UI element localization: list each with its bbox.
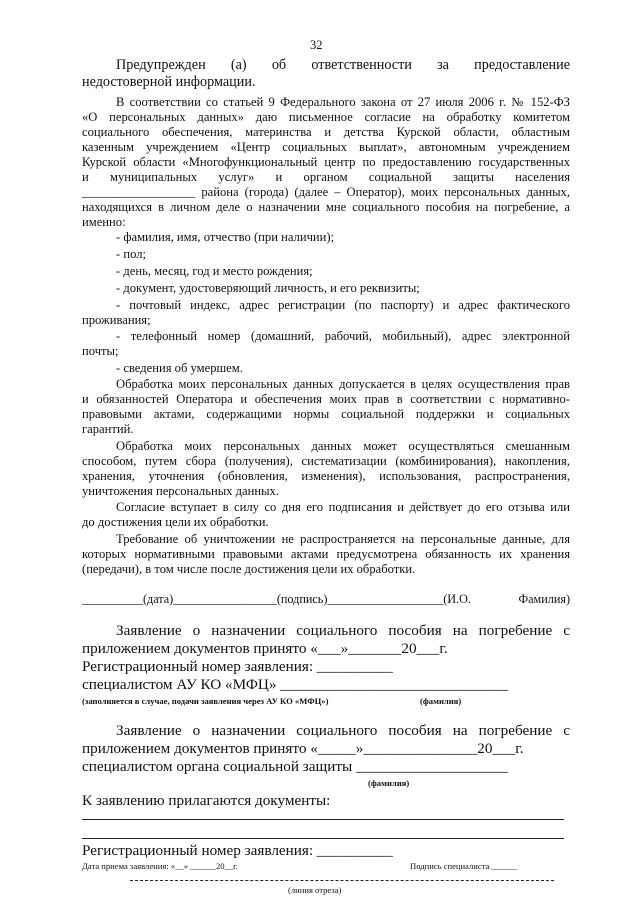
warning-line-1: Предупрежден (а) об ответственности за предоставление (116, 57, 570, 73)
cut-line (130, 880, 554, 881)
consent-line: Курской области «Многофункциональный центр по предоставлению государственных (82, 155, 570, 169)
cut-line-label: (линия отреза) (288, 885, 342, 895)
processing-line: и обязанностей Оператора и обеспечения моих прав в соответствии с нормативно- (82, 392, 570, 406)
destruction-line: которых нормативными правовыми актами предусмотрена обязанность их хранения (82, 547, 570, 561)
methods-line: способом, путем сбора (получения), систематизации (комбинирования), накопления, (82, 454, 570, 468)
list-item: - документ, удостоверяющий личность, и его реквизиты; (116, 281, 420, 295)
list-item: - телефонный номер (домашний, рабочий, мобильный), адрес электронной (116, 329, 570, 343)
specialist-signature: Подпись специалиста ______ (410, 861, 518, 871)
methods-line: Обработка моих персональных данных может осуществляться смешанным (116, 439, 570, 453)
consent-line: именно: (82, 215, 126, 229)
mfc-registration-number: Регистрационный номер заявления: __________ (82, 658, 393, 675)
list-item: - сведения об умершем. (116, 361, 243, 375)
attached-documents-title: К заявлению прилагаются документы: (82, 792, 331, 809)
list-item: почты; (82, 344, 119, 358)
social-statement-line: Заявление о назначении социального пособия на погребение с (116, 722, 570, 739)
destruction-line: (передачи), в том числе после достижения цели их обработки. (82, 562, 416, 576)
consent-line: и муниципальных услуг» и органом социальной защиты населения (82, 170, 570, 184)
warning-line-2: недостоверной информации. (82, 74, 256, 90)
receipt-date: Дата приема заявления: «__» ______20__г. (82, 861, 238, 871)
processing-line: правовыми актами, содержащими нормы социальной поддержки и социальных (82, 407, 570, 421)
validity-line: до достижения цели их обработки. (82, 515, 269, 529)
mfc-statement-line: Заявление о назначении социального пособия на погребение с (116, 622, 570, 639)
consent-line: __________________ района (города) (далее – Оператор), моих персональных данных, (82, 185, 570, 199)
page-number: 32 (310, 38, 323, 52)
social-surname-caption: (фамилия) (368, 778, 410, 788)
blank-line (82, 819, 564, 820)
consent-line: В соответствии со статьей 9 Федерального закона от 27 июля 2006 г. № 152-ФЗ (116, 95, 570, 109)
mfc-specialist-line: специалистом АУ КО «МФЦ» ______________________________ (82, 676, 509, 693)
processing-line: гарантий. (82, 422, 134, 436)
validity-line: Согласие вступает в силу со дня его подписания и действует до его отзыва или (116, 500, 570, 514)
list-item: проживания; (82, 313, 151, 327)
list-item: - почтовый индекс, адрес регистрации (по паспорту) и адрес фактического (116, 298, 570, 312)
social-statement-line: приложением документов принято «_____»_______________20___г. (82, 740, 524, 757)
list-item: - день, месяц, год и место рождения; (116, 264, 313, 278)
destruction-line: Требование об уничтожении не распространяется на персональные данные, для (116, 532, 570, 546)
list-item: - фамилия, имя, отчество (при наличии); (116, 230, 335, 244)
consent-line: казенным учреждением «Центр социальных выплат», автономным учреждением (82, 140, 570, 154)
processing-line: Обработка моих персональных данных допускается в целях осуществления прав (116, 377, 570, 391)
mfc-note: (заполняется в случае, подачи заявления через АУ КО «МФЦ») (82, 696, 329, 706)
social-specialist-line: специалистом органа социальной защиты ____________________ (82, 758, 508, 775)
list-item: - пол; (116, 247, 146, 261)
mfc-surname-caption: (фамилия) (420, 696, 462, 706)
signature-line: __________(дата)_________________(подпись)___________________(И.О. Фамилия) (82, 592, 570, 606)
consent-line: «О персональных данных» даю письменное согласие на обработку комитетом (82, 110, 570, 124)
consent-line: находящихся в личном деле о назначении мне социального пособия на погребение, а (82, 200, 570, 214)
methods-line: уничтожения персональных данных. (82, 484, 279, 498)
consent-line: социального обеспечения, материнства и детства Курской области, областным (82, 125, 570, 139)
methods-line: хранения, уточнения (обновления, изменения), использования, распространения, (82, 469, 570, 483)
blank-line (82, 838, 564, 839)
mfc-statement-line: приложением документов принято «___»_______20___г. (82, 640, 448, 657)
registration-number: Регистрационный номер заявления: __________ (82, 842, 393, 859)
